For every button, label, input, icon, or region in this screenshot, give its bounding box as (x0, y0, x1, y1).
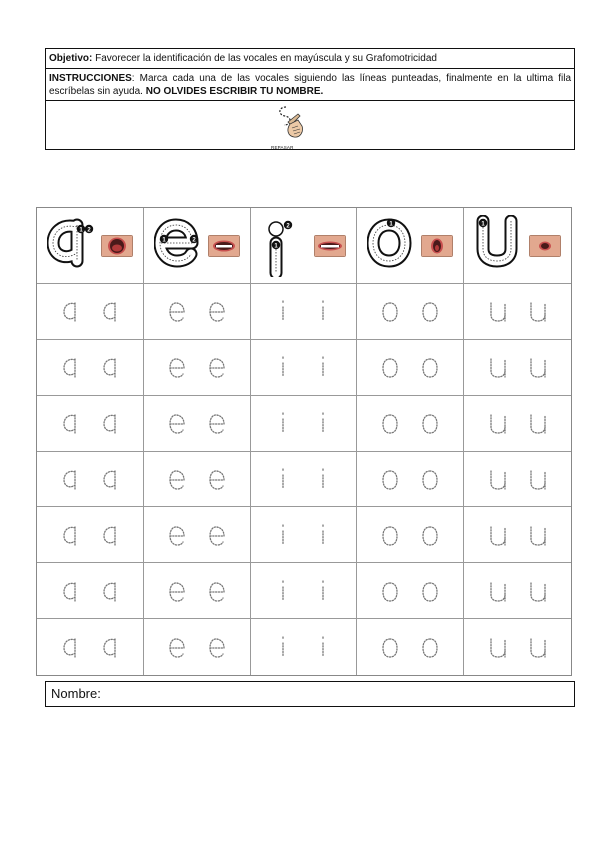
instructions-label: INSTRUCCIONES (49, 73, 132, 84)
mouth-photo (421, 235, 453, 257)
trace-letter-u[interactable] (487, 464, 509, 494)
practice-cell-o (357, 340, 464, 396)
trace-letter-e[interactable] (206, 576, 228, 606)
mouth-e-image (209, 236, 239, 256)
trace-letter-i[interactable] (312, 632, 334, 662)
trace-letter-e[interactable] (206, 352, 228, 382)
practice-cell-e (144, 507, 251, 563)
trace-letter-e[interactable] (166, 408, 188, 438)
mouth-u-image (530, 236, 560, 256)
svg-text:1: 1 (480, 221, 485, 227)
mouth-a-image (102, 236, 132, 256)
trace-letter-a[interactable] (59, 408, 81, 438)
model-letter-o (367, 215, 417, 277)
practice-cell-o (357, 284, 464, 340)
practice-cell-e (144, 563, 251, 619)
trace-letter-o[interactable] (419, 408, 441, 438)
practice-pair (166, 632, 228, 662)
practice-cell-a (37, 284, 144, 340)
trace-letter-o[interactable] (379, 520, 401, 550)
trace-letter-i[interactable] (312, 464, 334, 494)
practice-cell-o (357, 507, 464, 563)
trace-letter-o[interactable] (419, 352, 441, 382)
practice-pair (59, 576, 121, 606)
practice-cell-u (464, 340, 571, 396)
trace-letter-u[interactable] (487, 352, 509, 382)
trace-letter-o[interactable] (379, 352, 401, 382)
svg-text:2: 2 (87, 227, 91, 233)
trace-letter-a[interactable] (99, 352, 121, 382)
model-letter-group (47, 215, 133, 277)
trace-letter-o[interactable] (379, 296, 401, 326)
trace-letter-a[interactable] (59, 520, 81, 550)
practice-pair (272, 632, 334, 662)
practice-pair (272, 408, 334, 438)
practice-cell-i (251, 563, 358, 619)
trace-letter-o[interactable] (379, 464, 401, 494)
model-cell-u (464, 208, 571, 284)
trace-letter-i[interactable] (272, 296, 294, 326)
svg-text:1: 1 (162, 237, 166, 243)
model-letter-u (475, 215, 525, 277)
practice-cell-a (37, 563, 144, 619)
header-box (45, 48, 575, 150)
practice-cell-e (144, 340, 251, 396)
trace-letter-e[interactable] (206, 408, 228, 438)
name-label: Nombre: (51, 686, 101, 701)
trace-letter-a[interactable] (99, 296, 121, 326)
trace-letter-o[interactable] (379, 408, 401, 438)
practice-pair (166, 352, 228, 382)
trace-letter-e[interactable] (206, 296, 228, 326)
practice-pair (272, 464, 334, 494)
icon-caption: REPASAR (271, 145, 294, 150)
practice-cell-i (251, 619, 358, 675)
trace-letter-u[interactable] (487, 520, 509, 550)
practice-cell-i (251, 396, 358, 452)
model-cell-o (357, 208, 464, 284)
practice-cell-a (37, 396, 144, 452)
mouth-i-image (315, 236, 345, 256)
trace-hand-icon (272, 104, 306, 142)
trace-letter-u[interactable] (527, 576, 549, 606)
practice-pair (379, 464, 441, 494)
trace-letter-i[interactable] (272, 464, 294, 494)
practice-pair (487, 408, 549, 438)
mouth-o-image (422, 236, 452, 256)
trace-letter-u[interactable] (527, 632, 549, 662)
trace-letter-e[interactable] (206, 464, 228, 494)
practice-pair (272, 576, 334, 606)
mouth-photo (101, 235, 133, 257)
trace-letter-e[interactable] (166, 352, 188, 382)
trace-letter-o[interactable] (419, 296, 441, 326)
trace-letter-a[interactable] (59, 576, 81, 606)
practice-pair (59, 408, 121, 438)
practice-pair (487, 576, 549, 606)
practice-cell-i (251, 340, 358, 396)
practice-cell-o (357, 563, 464, 619)
practice-pair (59, 520, 121, 550)
practice-pair (487, 632, 549, 662)
icon-row (46, 101, 574, 149)
trace-letter-u[interactable] (527, 520, 549, 550)
svg-text:2: 2 (192, 237, 196, 243)
svg-text:2: 2 (286, 223, 291, 229)
mouth-photo (314, 235, 346, 257)
practice-cell-u (464, 452, 571, 508)
practice-pair (379, 632, 441, 662)
trace-letter-i[interactable] (312, 296, 334, 326)
practice-pair (166, 464, 228, 494)
practice-pair (166, 520, 228, 550)
svg-text:1: 1 (79, 227, 83, 233)
trace-letter-i[interactable] (272, 632, 294, 662)
trace-letter-u[interactable] (487, 632, 509, 662)
model-letter-group (154, 215, 240, 277)
model-cell-e (144, 208, 251, 284)
practice-pair (379, 576, 441, 606)
practice-cell-u (464, 507, 571, 563)
practice-pair (166, 296, 228, 326)
practice-cell-a (37, 619, 144, 675)
objective-label: Objetivo: (49, 53, 93, 64)
trace-letter-i[interactable] (272, 576, 294, 606)
trace-letter-e[interactable] (166, 632, 188, 662)
trace-letter-e[interactable] (166, 464, 188, 494)
practice-cell-o (357, 452, 464, 508)
trace-letter-a[interactable] (59, 296, 81, 326)
instructions-text: : Marca cada una de las vocales siguiendo las líneas punteadas, finalmente en la ultima fila escríbelas sin ayuda. (49, 73, 571, 97)
trace-letter-u[interactable] (487, 576, 509, 606)
practice-cell-i (251, 452, 358, 508)
practice-pair (379, 408, 441, 438)
practice-pair (166, 408, 228, 438)
trace-letter-a[interactable] (99, 408, 121, 438)
step-badge (284, 220, 292, 229)
model-letter-e (154, 215, 204, 277)
trace-letter-u[interactable] (527, 352, 549, 382)
trace-letter-u[interactable] (527, 464, 549, 494)
trace-letter-e[interactable] (166, 296, 188, 326)
practice-cell-e (144, 396, 251, 452)
model-letter-group (367, 215, 453, 277)
trace-letter-u[interactable] (527, 408, 549, 438)
practice-cell-e (144, 452, 251, 508)
practice-pair (379, 520, 441, 550)
trace-letter-u[interactable] (487, 408, 509, 438)
practice-cell-a (37, 340, 144, 396)
tracing-grid (36, 207, 572, 676)
trace-letter-e[interactable] (166, 520, 188, 550)
practice-pair (166, 576, 228, 606)
trace-letter-a[interactable] (59, 352, 81, 382)
trace-letter-a[interactable] (59, 464, 81, 494)
model-letter-group (260, 215, 346, 277)
trace-letter-o[interactable] (419, 464, 441, 494)
practice-cell-i (251, 507, 358, 563)
practice-pair (59, 632, 121, 662)
practice-cell-e (144, 284, 251, 340)
trace-letter-i[interactable] (312, 576, 334, 606)
trace-letter-i[interactable] (272, 352, 294, 382)
svg-text:1: 1 (274, 243, 279, 249)
trace-letter-e[interactable] (206, 520, 228, 550)
practice-cell-o (357, 619, 464, 675)
practice-pair (272, 520, 334, 550)
instructions-row (46, 69, 574, 101)
practice-cell-i (251, 284, 358, 340)
practice-cell-a (37, 452, 144, 508)
trace-letter-u[interactable] (487, 296, 509, 326)
model-cell-a (37, 208, 144, 284)
model-letter-group (475, 215, 561, 277)
trace-letter-i[interactable] (312, 408, 334, 438)
practice-pair (487, 296, 549, 326)
mouth-photo (529, 235, 561, 257)
objective-row (46, 49, 574, 69)
practice-cell-o (357, 396, 464, 452)
practice-cell-u (464, 619, 571, 675)
practice-pair (59, 296, 121, 326)
model-cell-i (251, 208, 358, 284)
practice-pair (379, 296, 441, 326)
trace-letter-a[interactable] (99, 576, 121, 606)
trace-letter-e[interactable] (166, 576, 188, 606)
practice-pair (487, 520, 549, 550)
practice-cell-a (37, 507, 144, 563)
trace-letter-o[interactable] (419, 576, 441, 606)
practice-pair (487, 464, 549, 494)
practice-pair (272, 352, 334, 382)
name-field[interactable] (45, 681, 575, 707)
svg-text:1: 1 (389, 221, 393, 227)
mouth-photo (208, 235, 240, 257)
practice-pair (59, 464, 121, 494)
trace-letter-o[interactable] (419, 520, 441, 550)
trace-letter-o[interactable] (379, 632, 401, 662)
objective-text: Favorecer la identificación de las vocales en mayúscula y su Grafomotricidad (92, 53, 437, 64)
practice-cell-u (464, 396, 571, 452)
trace-letter-i[interactable] (312, 520, 334, 550)
model-letter-i (260, 215, 310, 277)
model-letter-a (47, 215, 97, 277)
trace-letter-i[interactable] (272, 520, 294, 550)
practice-pair (379, 352, 441, 382)
trace-letter-o[interactable] (419, 632, 441, 662)
practice-pair (272, 296, 334, 326)
trace-letter-a[interactable] (99, 464, 121, 494)
trace-letter-a[interactable] (99, 632, 121, 662)
instructions-bold: NO OLVIDES ESCRIBIR TU NOMBRE. (145, 86, 324, 97)
trace-letter-i[interactable] (312, 352, 334, 382)
trace-letter-e[interactable] (206, 632, 228, 662)
step-badge (85, 224, 93, 233)
practice-pair (487, 352, 549, 382)
practice-cell-e (144, 619, 251, 675)
trace-letter-o[interactable] (379, 576, 401, 606)
practice-cell-u (464, 563, 571, 619)
trace-letter-a[interactable] (99, 520, 121, 550)
trace-letter-u[interactable] (527, 296, 549, 326)
practice-pair (59, 352, 121, 382)
trace-letter-a[interactable] (59, 632, 81, 662)
trace-letter-i[interactable] (272, 408, 294, 438)
practice-cell-u (464, 284, 571, 340)
